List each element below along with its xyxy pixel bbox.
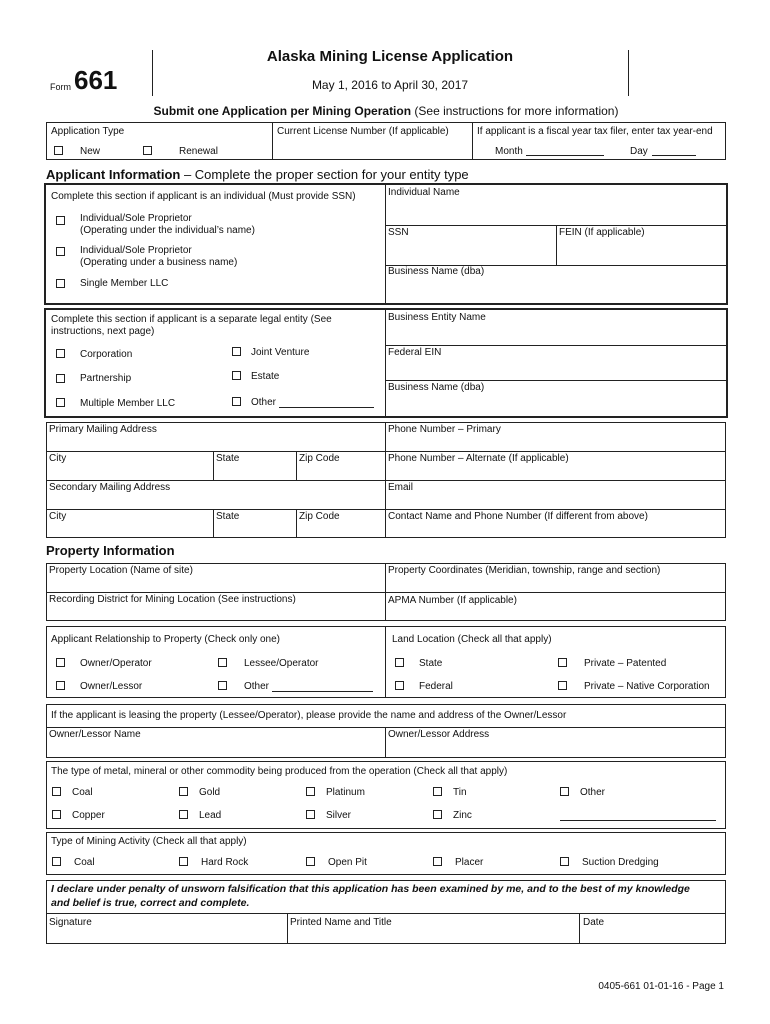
relationship-other-label: Other: [244, 681, 270, 692]
grid-line: [287, 913, 288, 944]
commodity-silver-checkbox[interactable]: [306, 810, 315, 819]
state-2-field[interactable]: [215, 522, 294, 537]
property-location-label: Property Location (Name of site): [49, 565, 193, 576]
leasing-note: If the applicant is leasing the property (Lessee/Operator), please provide the name and address of the Owner/Lessor: [51, 710, 567, 721]
state-field[interactable]: [215, 464, 294, 479]
property-coordinates-field[interactable]: [387, 576, 725, 591]
business-entity-name-field[interactable]: [387, 323, 725, 344]
owner-operator-label: Owner/Operator: [80, 658, 152, 669]
date-field[interactable]: [581, 928, 725, 943]
multiple-member-llc-checkbox[interactable]: [56, 398, 65, 407]
relationship-label: Applicant Relationship to Property (Check only one): [51, 634, 281, 645]
email-field[interactable]: [387, 493, 725, 508]
grid-line: [46, 451, 726, 452]
sole-proprietor-business-sub: (Operating under a business name): [80, 257, 238, 268]
zip-field[interactable]: [298, 464, 383, 479]
business-entity-name-label: Business Entity Name: [388, 312, 486, 323]
applicant-info-heading: Applicant Information – Complete the proper section for your entity type: [46, 167, 469, 182]
individual-instructions: Complete this section if applicant is an individual (Must provide SSN): [51, 191, 356, 202]
commodity-tin-label: Tin: [453, 787, 467, 798]
grid-line: [46, 913, 726, 914]
application-type-label: Application Type: [51, 126, 125, 137]
commodity-label: The type of metal, mineral or other commodity being produced from the operation (Check all that apply): [51, 766, 508, 777]
activity-suction-dredging-label: Suction Dredging: [582, 857, 659, 868]
activity-suction-dredging-checkbox[interactable]: [560, 857, 569, 866]
phone-primary-label: Phone Number – Primary: [388, 424, 501, 435]
city-2-label: City: [49, 511, 67, 522]
header-divider-right: [628, 50, 629, 96]
grid-line: [46, 509, 726, 510]
commodity-gold-label: Gold: [199, 787, 221, 798]
recording-district-label: Recording District for Mining Location (See instructions): [49, 594, 296, 605]
mining-activity-label: Type of Mining Activity (Check all that apply): [51, 836, 247, 847]
sole-proprietor-individual-sub: (Operating under the individual’s name): [80, 225, 255, 236]
activity-placer-label: Placer: [455, 857, 484, 868]
business-name-field[interactable]: [387, 278, 725, 302]
row-divider: [472, 122, 473, 160]
printed-name-label: Printed Name and Title: [290, 917, 392, 928]
activity-hard-rock-checkbox[interactable]: [179, 857, 188, 866]
corporation-checkbox[interactable]: [56, 349, 65, 358]
contact-name-phone-field[interactable]: [387, 522, 725, 537]
new-label: New: [80, 146, 101, 157]
relationship-other-field[interactable]: [272, 691, 373, 692]
primary-mailing-label: Primary Mailing Address: [49, 424, 157, 435]
sole-proprietor-business-checkbox[interactable]: [56, 247, 65, 256]
land-location-label: Land Location (Check all that apply): [392, 634, 552, 645]
form-title: Alaska Mining License Application: [266, 48, 514, 65]
form-number: 661: [74, 65, 118, 95]
section-divider: [385, 310, 386, 416]
grid-line: [46, 727, 726, 728]
form-period: May 1, 2016 to April 30, 2017: [311, 78, 469, 92]
sole-proprietor-individual-label: Individual/Sole Proprietor: [80, 213, 192, 224]
lessee-operator-label: Lessee/Operator: [244, 658, 319, 669]
commodity-lead-checkbox[interactable]: [179, 810, 188, 819]
partnership-label: Partnership: [80, 373, 132, 384]
commodity-other-field[interactable]: [560, 820, 716, 821]
declaration-line-2: and belief is true, correct and complete.: [51, 897, 250, 909]
activity-open-pit-label: Open Pit: [328, 857, 367, 868]
commodity-copper-label: Copper: [72, 810, 105, 821]
footer-code: 0405-661 01-01-16 - Page 1: [598, 981, 724, 992]
joint-venture-checkbox[interactable]: [232, 347, 241, 356]
commodity-coal-label: Coal: [72, 787, 93, 798]
fiscal-year-label: If applicant is a fiscal year tax filer, enter tax year-end: [477, 126, 713, 137]
day-label: Day: [630, 146, 648, 157]
commodity-copper-checkbox[interactable]: [52, 810, 61, 819]
business-name-label: Business Name (dba): [388, 266, 485, 277]
new-checkbox[interactable]: [54, 146, 63, 155]
land-state-label: State: [419, 658, 443, 669]
grid-line: [213, 509, 214, 538]
city-field[interactable]: [48, 464, 211, 479]
joint-venture-label: Joint Venture: [251, 347, 310, 358]
state-2-label: State: [216, 511, 240, 522]
zip-2-label: Zip Code: [299, 511, 340, 522]
owner-lessor-name-field[interactable]: [48, 740, 383, 757]
grid-line: [385, 727, 386, 758]
fein-field[interactable]: [558, 238, 724, 264]
relationship-other-checkbox[interactable]: [218, 681, 227, 690]
commodity-lead-label: Lead: [199, 810, 222, 821]
land-federal-label: Federal: [419, 681, 453, 692]
entity-other-field[interactable]: [279, 407, 374, 408]
private-native-label: Private – Native Corporation: [584, 681, 710, 692]
activity-open-pit-checkbox[interactable]: [306, 857, 315, 866]
owner-operator-checkbox[interactable]: [56, 658, 65, 667]
commodity-zinc-label: Zinc: [453, 810, 472, 821]
fein-label: FEIN (If applicable): [559, 227, 645, 238]
phone-alternate-label: Phone Number – Alternate (If applicable): [388, 453, 569, 464]
entity-other-checkbox[interactable]: [232, 397, 241, 406]
primary-mailing-field[interactable]: [48, 435, 383, 450]
sole-proprietor-individual-checkbox[interactable]: [56, 216, 65, 225]
federal-ein-field[interactable]: [387, 358, 725, 379]
secondary-mailing-field[interactable]: [48, 493, 383, 508]
grid-line: [385, 563, 386, 621]
activity-placer-checkbox[interactable]: [433, 857, 442, 866]
corporation-label: Corporation: [80, 349, 133, 360]
individual-name-label: Individual Name: [388, 187, 460, 198]
city-2-field[interactable]: [48, 522, 211, 537]
grid-line: [46, 592, 726, 593]
phone-primary-field[interactable]: [387, 435, 725, 450]
contact-name-phone-label: Contact Name and Phone Number (If different from above): [388, 511, 648, 522]
commodity-platinum-checkbox[interactable]: [306, 787, 315, 796]
signature-field[interactable]: [48, 928, 285, 943]
private-patented-checkbox[interactable]: [558, 658, 567, 667]
entity-other-label: Other: [251, 397, 277, 408]
estate-label: Estate: [251, 371, 280, 382]
land-federal-checkbox[interactable]: [395, 681, 404, 690]
zip-label: Zip Code: [299, 453, 340, 464]
private-patented-label: Private – Patented: [584, 658, 667, 669]
multiple-member-llc-label: Multiple Member LLC: [80, 398, 176, 409]
grid-line: [385, 626, 386, 698]
lessee-operator-checkbox[interactable]: [218, 658, 227, 667]
commodity-other-checkbox[interactable]: [560, 787, 569, 796]
state-label: State: [216, 453, 240, 464]
commodity-silver-label: Silver: [326, 810, 352, 821]
ssn-label: SSN: [388, 227, 409, 238]
field-divider: [385, 380, 726, 381]
month-label: Month: [495, 146, 523, 157]
owner-lessor-address-label: Owner/Lessor Address: [388, 729, 490, 740]
printed-name-field[interactable]: [289, 928, 577, 943]
estate-checkbox[interactable]: [232, 371, 241, 380]
single-member-llc-label: Single Member LLC: [80, 278, 169, 289]
row-divider: [272, 122, 273, 160]
current-license-field[interactable]: [274, 138, 470, 158]
business-name-dba-label: Business Name (dba): [388, 382, 485, 393]
ssn-field[interactable]: [387, 238, 553, 264]
grid-line: [385, 422, 386, 538]
property-coordinates-label: Property Coordinates (Meridian, township, range and section): [388, 565, 661, 576]
grid-line: [296, 451, 297, 480]
activity-coal-checkbox[interactable]: [52, 857, 61, 866]
declaration-line-1: I declare under penalty of unsworn falsification that this application has been examined by me, and to the best of my knowledge: [51, 883, 690, 895]
grid-line: [213, 451, 214, 480]
federal-ein-label: Federal EIN: [388, 347, 442, 358]
partnership-checkbox[interactable]: [56, 374, 65, 383]
field-divider: [556, 225, 557, 265]
date-label: Date: [583, 917, 605, 928]
section-divider: [385, 185, 386, 303]
grid-line: [46, 480, 726, 481]
owner-lessor-address-field[interactable]: [387, 740, 725, 757]
phone-alternate-field[interactable]: [387, 464, 725, 479]
recording-district-field[interactable]: [48, 605, 383, 620]
renewal-checkbox[interactable]: [143, 146, 152, 155]
commodity-tin-checkbox[interactable]: [433, 787, 442, 796]
entity-instructions-2: instructions, next page): [51, 326, 155, 337]
owner-lessor-name-label: Owner/Lessor Name: [49, 729, 141, 740]
single-member-llc-checkbox[interactable]: [56, 279, 65, 288]
entity-instructions: Complete this section if applicant is a separate legal entity (See: [51, 314, 332, 325]
commodity-zinc-checkbox[interactable]: [433, 810, 442, 819]
individual-name-field[interactable]: [387, 198, 725, 224]
activity-coal-label: Coal: [74, 857, 95, 868]
renewal-label: Renewal: [179, 146, 218, 157]
apma-number-field[interactable]: [387, 606, 725, 620]
day-field[interactable]: [652, 155, 696, 156]
commodity-coal-checkbox[interactable]: [52, 787, 61, 796]
city-label: City: [49, 453, 67, 464]
signature-label: Signature: [49, 917, 92, 928]
grid-line: [296, 509, 297, 538]
field-divider: [385, 345, 726, 346]
activity-hard-rock-label: Hard Rock: [201, 857, 249, 868]
zip-2-field[interactable]: [298, 522, 383, 537]
private-native-checkbox[interactable]: [558, 681, 567, 690]
commodity-other-label: Other: [580, 787, 606, 798]
sole-proprietor-business-label: Individual/Sole Proprietor: [80, 245, 192, 256]
commodity-gold-checkbox[interactable]: [179, 787, 188, 796]
land-state-checkbox[interactable]: [395, 658, 404, 667]
property-location-field[interactable]: [48, 576, 383, 591]
form-word: Form: [50, 82, 71, 92]
business-name-dba-field[interactable]: [387, 393, 725, 415]
owner-lessor-checkbox[interactable]: [56, 681, 65, 690]
submit-instruction: Submit one Application per Mining Operation (See instructions for more information): [153, 104, 619, 118]
apma-number-label: APMA Number (If applicable): [388, 595, 517, 606]
email-label: Email: [388, 482, 414, 493]
current-license-label: Current License Number (If applicable): [277, 126, 449, 137]
secondary-mailing-label: Secondary Mailing Address: [49, 482, 171, 493]
owner-lessor-label: Owner/Lessor: [80, 681, 143, 692]
commodity-platinum-label: Platinum: [326, 787, 365, 798]
property-info-heading: Property Information: [46, 543, 175, 558]
month-field[interactable]: [526, 155, 604, 156]
grid-line: [579, 913, 580, 944]
